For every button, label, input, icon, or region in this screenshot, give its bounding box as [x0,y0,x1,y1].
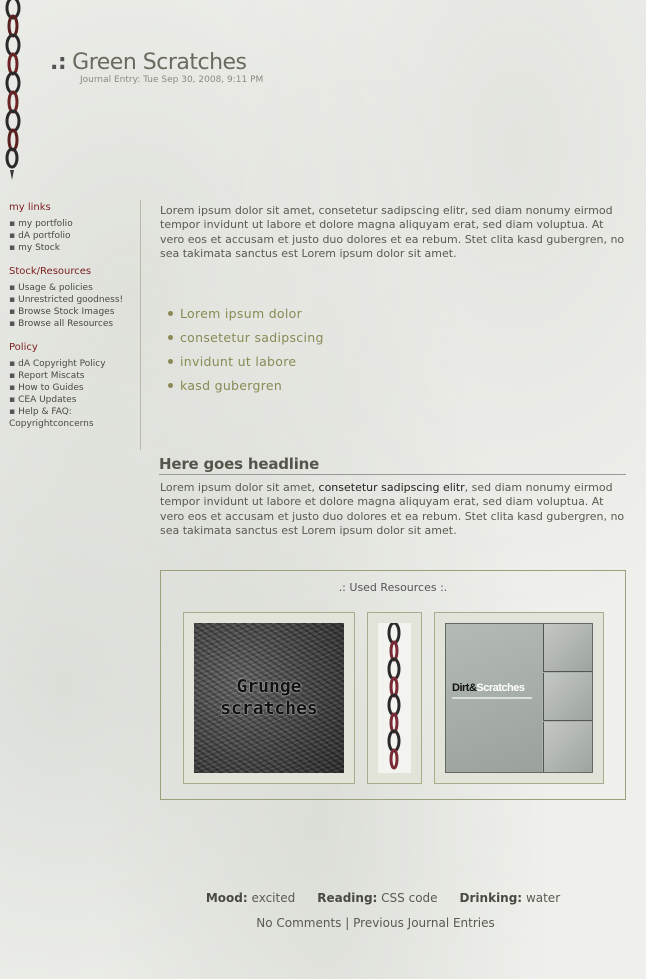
resource-thumb-dirt-scratches[interactable] [434,612,604,784]
drinking-label: Drinking: [459,891,523,905]
sidebar-link-cea-updates[interactable]: ▪ CEA Updates [9,394,140,406]
sidebar-link-da-portfolio[interactable]: ▪ dA portfolio [9,230,140,242]
body-paragraph [160,481,628,538]
sidebar-link-browse-all-resources[interactable]: ▪ Browse all Resources [9,318,140,330]
grunge-line-2: scratches [220,698,318,719]
used-resources-box [160,570,626,800]
sidebar-link-report-miscats[interactable]: ▪ Report Miscats [9,370,140,382]
sidebar-link-usage-policies[interactable]: ▪ Usage & policies [9,282,140,294]
reading-value: CSS code [381,891,438,905]
body-text-start: Lorem ipsum dolor sit amet, [160,481,319,494]
grunge-scratches-image [194,623,344,773]
sidebar-heading-my-links: my links [9,202,51,213]
sidebar-link-help-faq[interactable]: ▪ Help & FAQ: [9,406,140,418]
sidebar-link-my-stock[interactable]: ▪ my Stock [9,242,140,254]
mood-value: excited [251,891,296,905]
title-text: Green Scratches [72,50,247,75]
journal-footer-links [0,916,646,930]
bullet-item: consetetur sadipscing [168,326,324,350]
title-dots: .: [50,50,67,75]
sidebar-link-my-portfolio[interactable]: ▪ my portfolio [9,218,140,230]
sidebar-link-unrestricted-goodness[interactable]: ▪ Unrestricted goodness! [9,294,140,306]
sidebar-list-my-links [9,218,140,254]
drinking-value: water [525,891,561,905]
journal-stats [0,891,646,905]
sidebar-list-stock-resources [9,282,140,330]
chain-ornament-icon [1,0,25,180]
sidebar-link-how-to-guides[interactable]: ▪ How to Guides [9,382,140,394]
bullet-list [168,302,324,398]
dirt-scratches-image [445,623,593,773]
used-resources-title: .: Used Resources :. [338,581,448,594]
bullet-item: invidunt ut labore [168,350,324,374]
chain-image-icon [378,623,411,773]
section-headline: Here goes headline [159,455,626,475]
sidebar-list-policy [9,358,140,430]
reading-label: Reading: [317,891,378,905]
sidebar-heading-policy: Policy [9,342,38,353]
body-text-end: , sed diam nonumy eirmod tempor invidunt ut labore et dolore magna aliquyam erat, sed diam voluptua. At vero eos et accusam et justo duo dolores et ea rebum. Stet clita kasd gubergren, no sea takimata sanctus est Lorem ipsum dolor sit amet. [160,481,625,537]
resource-thumb-chain[interactable] [367,612,422,784]
bullet-item: Lorem ipsum dolor [168,302,324,326]
site-title [50,50,247,75]
mood-label: Mood: [205,891,248,905]
journal-entry-date: Journal Entry: Tue Sep 30, 2008, 9:11 PM [80,75,264,85]
intro-paragraph: Lorem ipsum dolor sit amet, consetetur sadipscing elitr, sed diam nonumy eirmod tempor invidunt ut labore et dolore magna aliquyam erat, sed diam voluptua. At vero eos et accusam et justo duo dolores et ea rebum. Stet clita kasd gubergren, no sea takimata sanctus est Lorem ipsum dolor sit amet. [160,204,625,260]
bullet-item: kasd gubergren [168,374,324,398]
previous-entries-link[interactable]: Previous Journal Entries [353,916,495,930]
footer-divider: | [345,916,350,930]
sidebar [9,200,141,450]
sidebar-heading-stock-resources: Stock/Resources [9,266,92,277]
body-highlight-text: consetetur sadipscing elitr [318,481,465,494]
no-comments-link[interactable]: No Comments [256,916,342,930]
sidebar-link-copyright-policy[interactable]: ▪ dA Copyright Policy [9,358,140,370]
dirt-scratches-label: Dirt&Scratches [452,682,525,694]
resource-thumb-grunge-scratches[interactable] [183,612,355,784]
sidebar-link-browse-stock-images[interactable]: ▪ Browse Stock Images [9,306,140,318]
sidebar-link-copyright-concerns[interactable]: Copyrightconcerns [9,419,94,429]
grunge-line-1: Grunge [236,676,302,697]
